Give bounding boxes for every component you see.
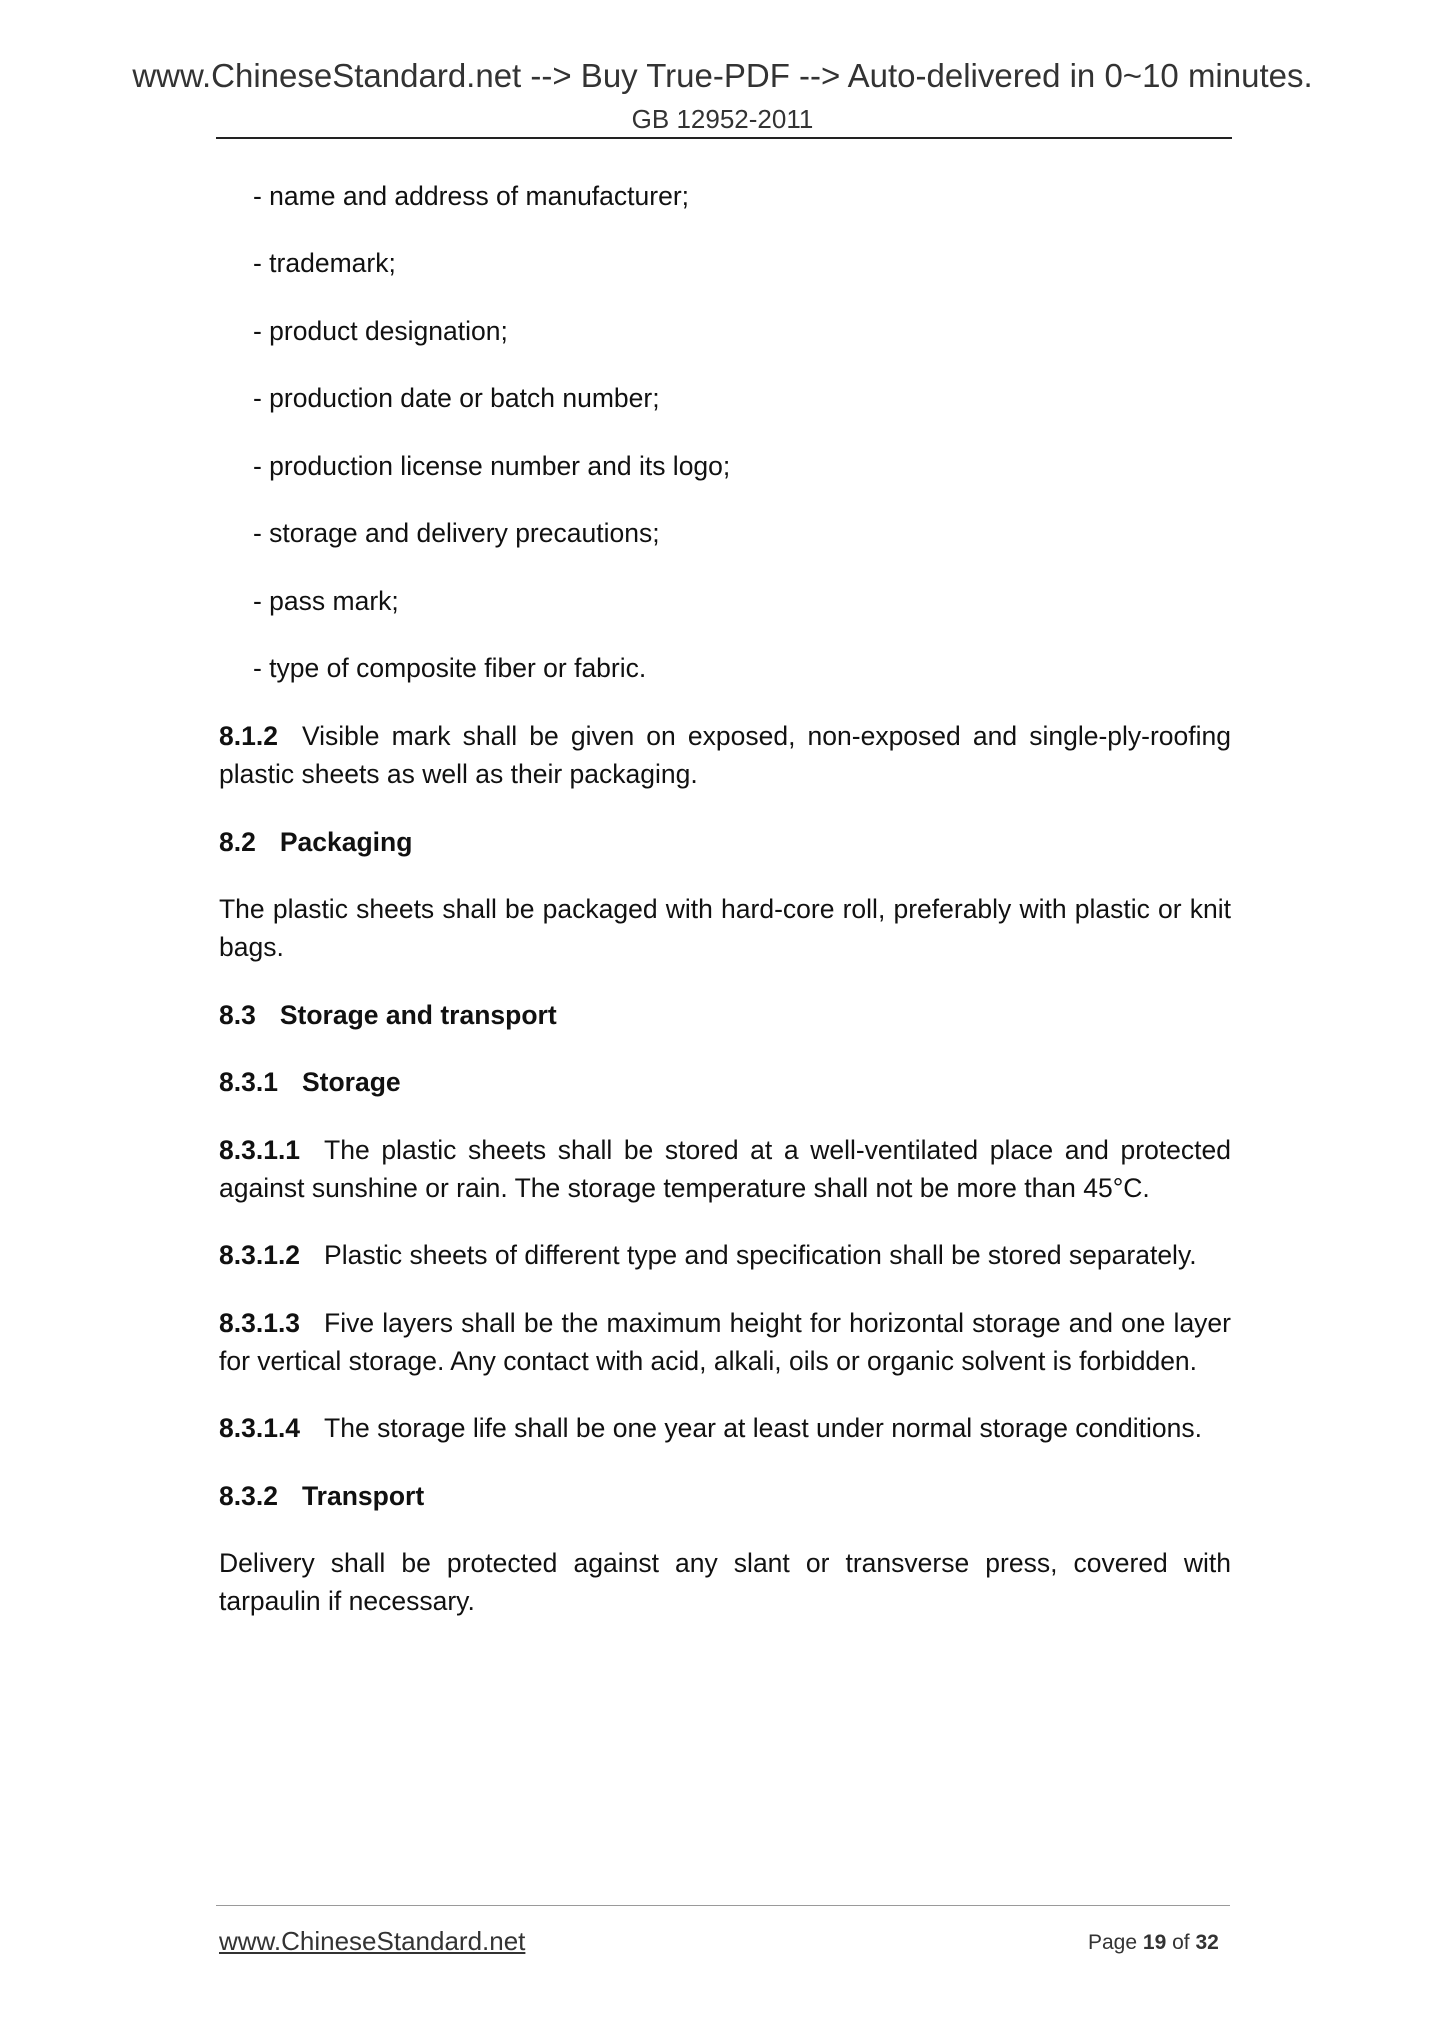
standard-code: GB 12952-2011: [631, 104, 814, 134]
bullet-item: - production license number and its logo;: [253, 451, 731, 481]
clause-number: 8.3.1.3: [219, 1308, 301, 1338]
heading-number: 8.3.2: [219, 1481, 278, 1511]
clause-8-1-2-line2: plastic sheets as well as their packaging.: [219, 759, 698, 789]
heading-title: Storage and transport: [279, 1000, 557, 1030]
clause-number: 8.3.1.1: [219, 1135, 301, 1165]
bullet-item: - name and address of manufacturer;: [253, 181, 690, 211]
heading-8-3-1: [219, 1064, 401, 1100]
heading-8-2: [219, 824, 412, 860]
clause-8-3-1-1-line2: against sunshine or rain. The storage temperature shall not be more than 45°C.: [219, 1173, 1150, 1203]
heading-8-3: [219, 997, 557, 1033]
clause-text: The storage life shall be one year at least under normal storage conditions.: [324, 1413, 1203, 1443]
header-divider: [216, 137, 1232, 139]
transport-para-line2: tarpaulin if necessary.: [219, 1586, 475, 1616]
heading-title: Packaging: [279, 827, 413, 857]
bullet-item: - storage and delivery precautions;: [253, 518, 660, 548]
clause-text: Five layers shall be the maximum height for horizontal storage and one layer: [324, 1308, 1231, 1338]
packaging-para-line2: bags.: [219, 932, 284, 962]
page-number: [1088, 1928, 1219, 1958]
bullet-item: - trademark;: [253, 248, 396, 278]
page-word: Page: [1088, 1931, 1138, 1954]
bullet-item: - pass mark;: [253, 586, 399, 616]
footer-divider: [216, 1905, 1230, 1906]
clause-number: 8.3.1.4: [219, 1413, 301, 1443]
page-total: 32: [1195, 1931, 1219, 1954]
clause-8-3-1-2: [219, 1237, 1197, 1273]
bullet-item: - type of composite fiber or fabric.: [253, 653, 647, 683]
bullet-item: - product designation;: [253, 316, 508, 346]
clause-text: Plastic sheets of different type and specification shall be stored separately.: [324, 1240, 1197, 1270]
heading-number: 8.3: [219, 1000, 256, 1030]
transport-para-line1: Delivery shall be protected against any slant or transverse press, covered with: [219, 1548, 1231, 1578]
heading-8-3-2: [219, 1478, 424, 1514]
page-current: 19: [1142, 1931, 1167, 1954]
header-banner: www.ChineseStandard.net --> Buy True-PDF --> Auto-delivered in 0~10 minutes.: [132, 57, 1313, 94]
bullet-item: - production date or batch number;: [253, 383, 660, 413]
heading-title: Storage: [301, 1067, 401, 1097]
heading-number: 8.2: [219, 827, 256, 857]
clause-number: 8.3.1.2: [219, 1240, 301, 1270]
clause-8-1-2-line1: [219, 718, 1231, 754]
clause-8-3-1-3-line2: for vertical storage. Any contact with acid, alkali, oils or organic solvent is forbidden.: [219, 1346, 1198, 1376]
clause-text: The plastic sheets shall be stored at a well-ventilated place and protected: [324, 1135, 1231, 1165]
clause-8-3-1-1-line1: [219, 1132, 1231, 1168]
packaging-para-line1: The plastic sheets shall be packaged with hard-core roll, preferably with plastic or knit: [219, 894, 1231, 924]
heading-title: Transport: [301, 1481, 425, 1511]
clause-8-3-1-4: [219, 1410, 1202, 1446]
clause-number: 8.1.2: [219, 721, 278, 751]
footer-website-link[interactable]: www.ChineseStandard.net: [219, 1926, 526, 1956]
page-of: of: [1172, 1931, 1190, 1954]
heading-number: 8.3.1: [219, 1067, 278, 1097]
clause-8-3-1-3-line1: [219, 1305, 1231, 1341]
clause-text: Visible mark shall be given on exposed, non-exposed and single-ply-roofing: [301, 721, 1231, 751]
